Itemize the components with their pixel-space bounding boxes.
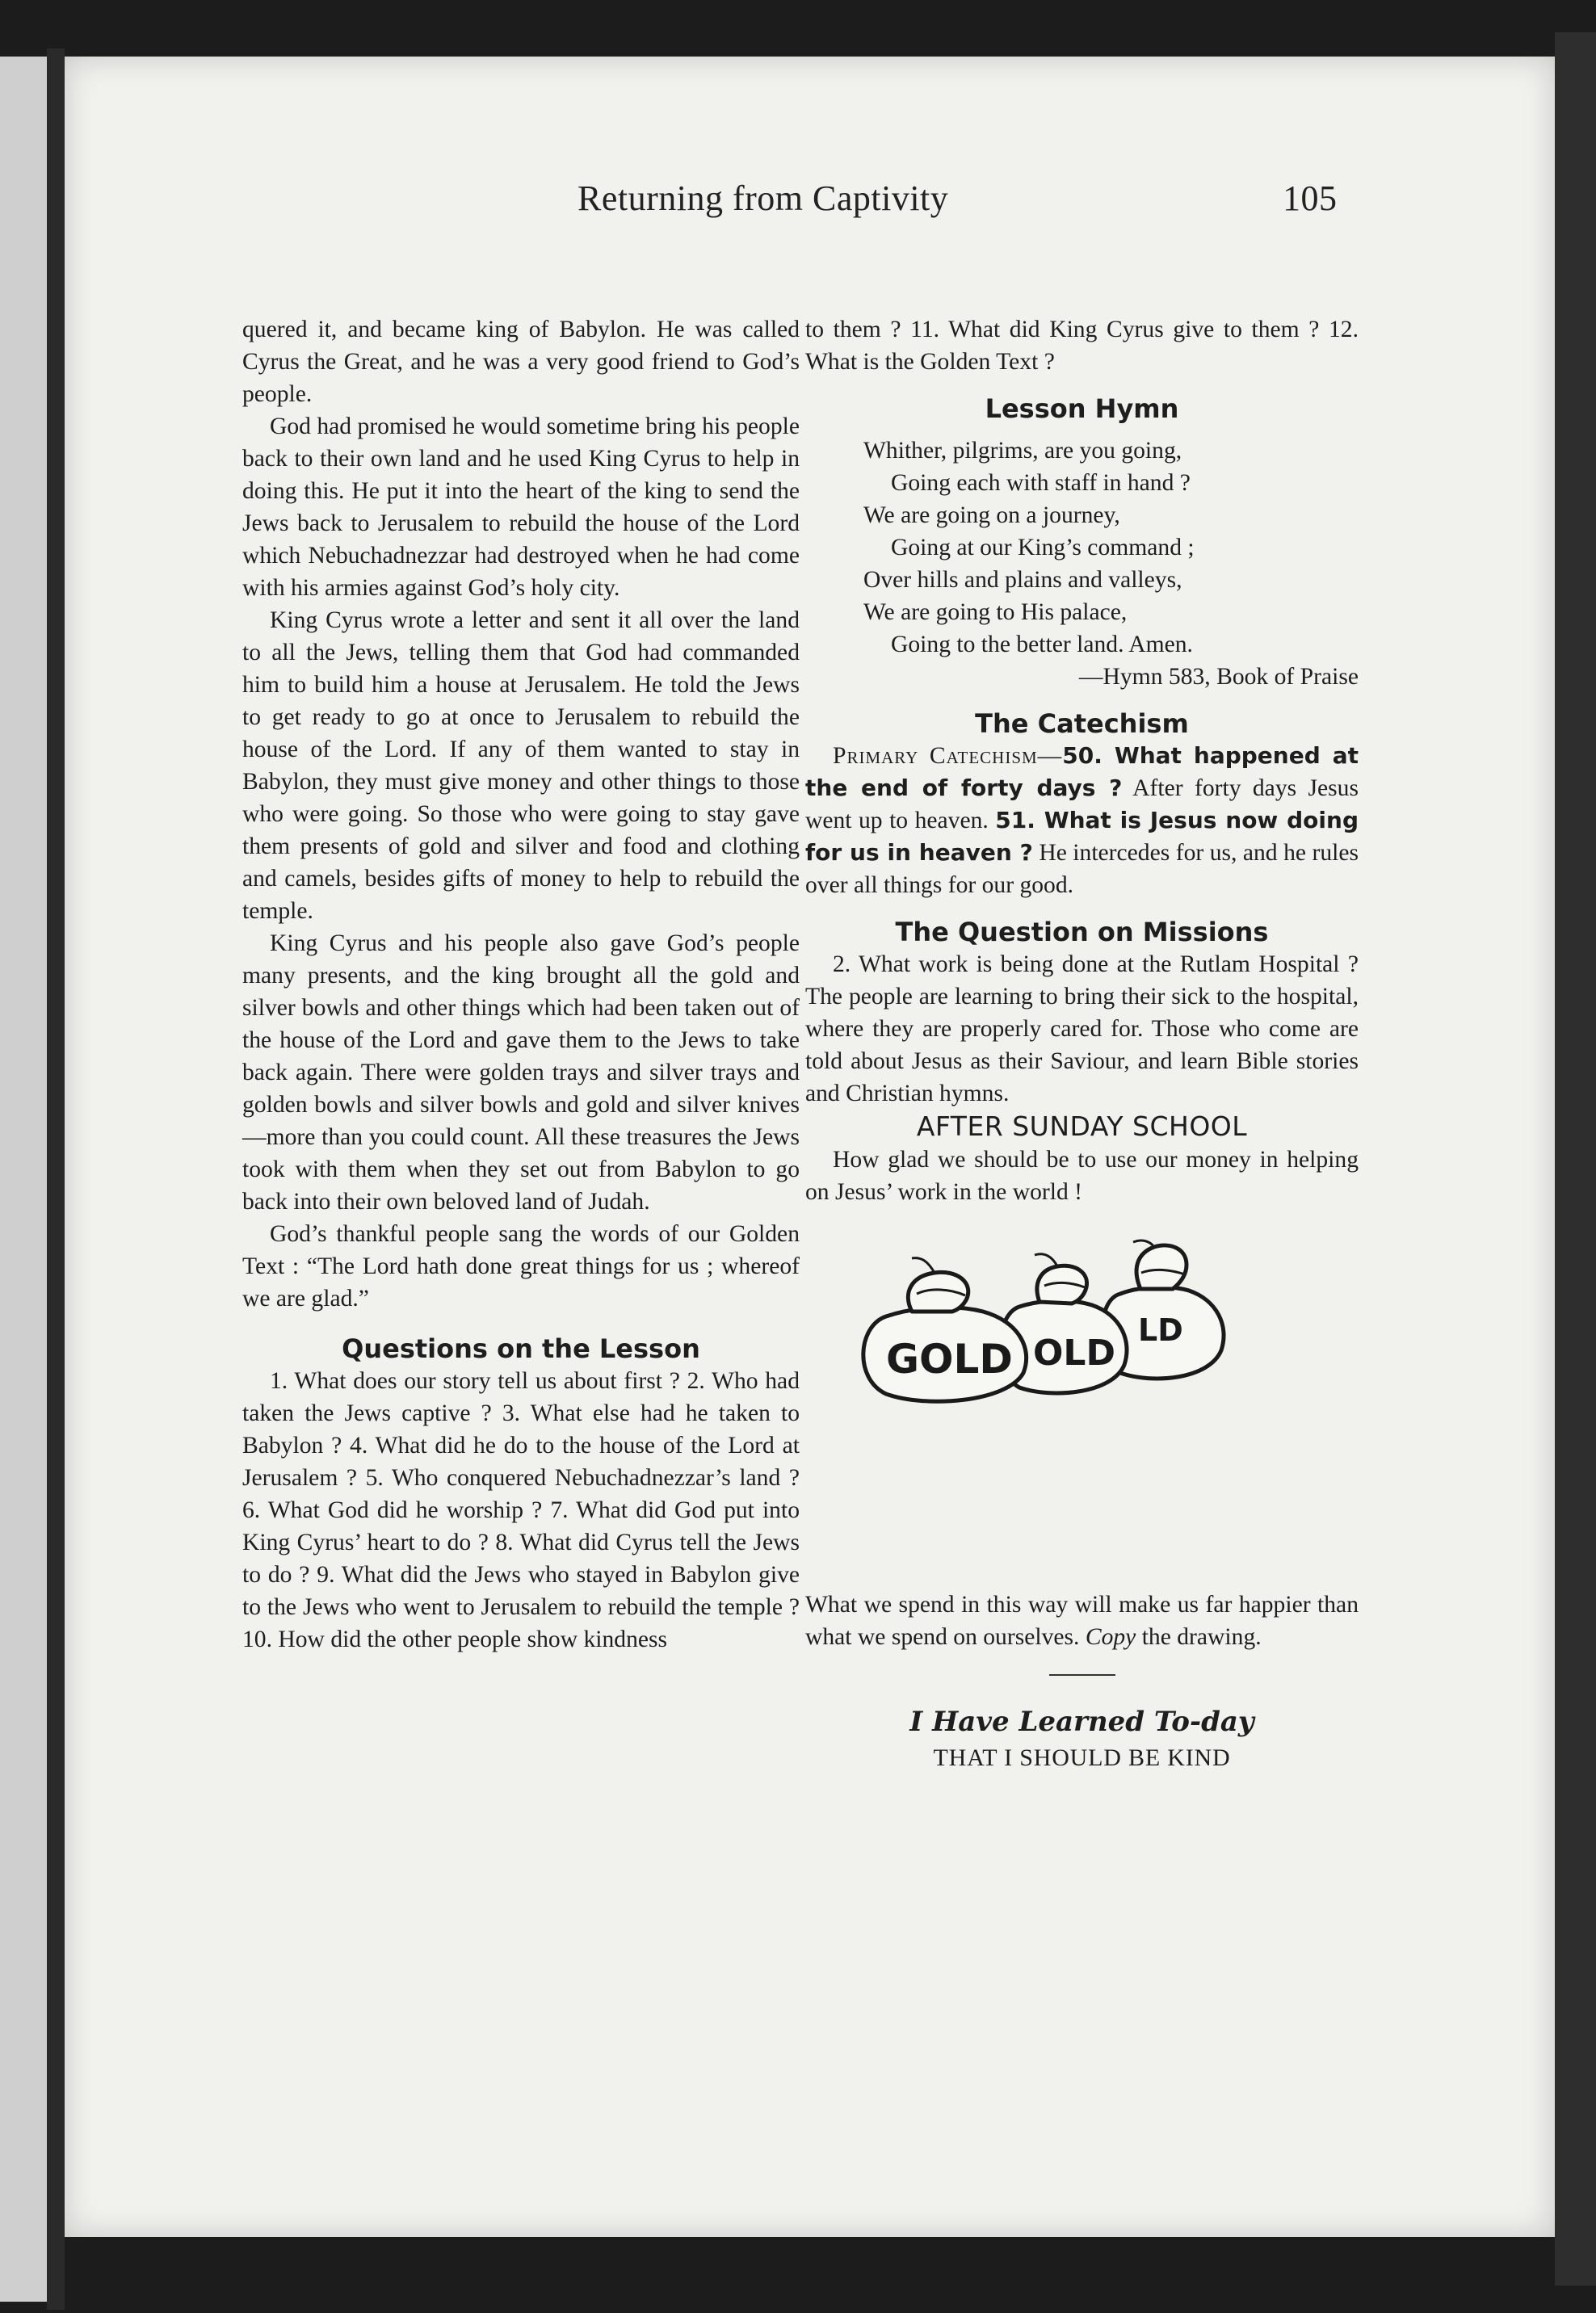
questions-text: 1. What does our story tell us about first ? 2. Who had taken the Jews captive ? 3. What else had he taken to Babylon ? 4. What did he do to the house of the Lord at Jerusalem ? 5. Who conquered Nebuchadnezzar’s land ? 6. What God did he worship ? 7. What did God put into King Cyrus’ heart to do ? 8. What did Cyrus tell the Jews to do ? 9. What did the Jews who stayed in Babylon give to the Jews who went to Jerusalem to rebuild the temple ? 10. How did the other people show kindness	[242, 1368, 800, 1652]
catechism-answer: After forty days Jesus went up to heaven.	[805, 775, 1359, 833]
hymn-line: Going to the better land. Amen.	[891, 632, 1193, 657]
story-paragraph: King Cyrus wrote a letter and sent it all over the land to all the Jews, telling them that God had commanded him to build him a house at Jerusalem. He told the Jews to get ready to go at once to Jerusalem to rebuild the house of the Lord. If any of them wanted to stay in Babylon, they must give money and other things to those who were going. So those who were going to stay gave them presents of gold and silver and food and clothing and camels, besides gifts of money to help to rebuild the temple.	[242, 607, 800, 924]
story-paragraph: God had promised he would sometime bring his people back to their own land and he used King Cyrus to help in doing this. He put it into the heart of the king to send the Jews back to Jerusalem to rebuild the house of the Lord which Nebuchadnezzar had destroyed when he had come with his armies against God’s holy city.	[242, 413, 800, 601]
hymn-verse	[805, 434, 1359, 693]
questions-continued: to them ? 11. What did King Cyrus give to them ? 12. What is the Golden Text ?	[805, 317, 1359, 375]
divider-rule	[1049, 1674, 1115, 1676]
catechism-question: 50. What happened at the end of forty days ?	[805, 742, 1359, 801]
after-sunday-school-text: How glad we should be to use our money in helping on Jesus’ work in the world !	[805, 1147, 1359, 1205]
hymn-heading: Lesson Hymn	[985, 393, 1179, 424]
hymn-line: We are going on a journey,	[863, 502, 1120, 528]
spend-text	[805, 1589, 1359, 1653]
copy-word: Copy	[1085, 1624, 1136, 1650]
bag-label: GOLD	[886, 1336, 1013, 1383]
hymn-line: Going at our King’s command ;	[891, 535, 1195, 560]
catechism-question: 51. What is Jesus now doing for us in heaven ?	[805, 807, 1359, 866]
bag-label: LD	[1138, 1312, 1183, 1348]
page-edge-shadow	[1555, 32, 1596, 2286]
spend-sentence: What we spend in this way will make us far happier than what we spend on ourselves.	[805, 1592, 1359, 1650]
missions-text: 2. What work is being done at the Rutlam Hospital ? The people are learning to bring their sick to the hospital, where they are properly cared for. Those who come are told about Jesus as their Saviour, and learn Bible stories and Christian hymns.	[805, 951, 1359, 1106]
questions-heading: Questions on the Lesson	[342, 1333, 700, 1364]
learned-today-heading: I Have Learned To-day	[909, 1706, 1254, 1738]
copy-rest: the drawing.	[1136, 1624, 1262, 1650]
catechism-heading: The Catechism	[975, 708, 1189, 739]
learned-today-text: THAT I SHOULD BE KIND	[933, 1744, 1231, 1771]
hymn-line: Whither, pilgrims, are you going,	[863, 438, 1182, 464]
catechism-answer: He intercedes for us, and he rules over all things for our good.	[805, 840, 1359, 898]
book-gutter	[47, 48, 65, 2310]
missions-heading: The Question on Missions	[895, 917, 1269, 947]
left-column	[242, 313, 800, 1656]
story-paragraph: God’s thankful people sang the words of our Golden Text : “The Lord hath done great things for us ; whereof we are glad.”	[242, 1221, 800, 1312]
story-paragraph: quered it, and became king of Babylon. He was called Cyrus the Great, and he was a very good friend to God’s people.	[242, 317, 800, 407]
hymn-line: Over hills and plains and valleys,	[863, 567, 1182, 593]
hymn-attribution: —Hymn 583, Book of Praise	[1078, 664, 1359, 690]
facing-page-edge	[0, 57, 47, 2302]
running-head: Returning from Captivity	[578, 178, 949, 218]
gold-bags-drawing	[854, 1237, 1258, 1407]
story-paragraph: King Cyrus and his people also gave God’s people many presents, and the king brought all the gold and silver bowls and other things which had been taken out of the house of the Lord and gave them to the Jews to take back again. There were golden trays and silver trays and golden bowls and silver bowls and gold and silver knives—more than you could count. All these treasures the Jews took with them when they set out from Babylon to go back into their own beloved land of Judah.	[242, 930, 800, 1215]
right-column	[805, 313, 1359, 1774]
blank-space	[805, 1407, 1359, 1589]
catechism-label: Primary Catechism—	[833, 743, 1063, 769]
bag-label: OLD	[1033, 1333, 1115, 1374]
page-number: 105	[1283, 178, 1338, 218]
hymn-line: We are going to His palace,	[863, 599, 1128, 625]
hymn-line: Going each with staff in hand ?	[891, 470, 1191, 496]
after-sunday-school-heading: AFTER SUNDAY SCHOOL	[916, 1110, 1248, 1142]
catechism-text	[805, 740, 1359, 901]
